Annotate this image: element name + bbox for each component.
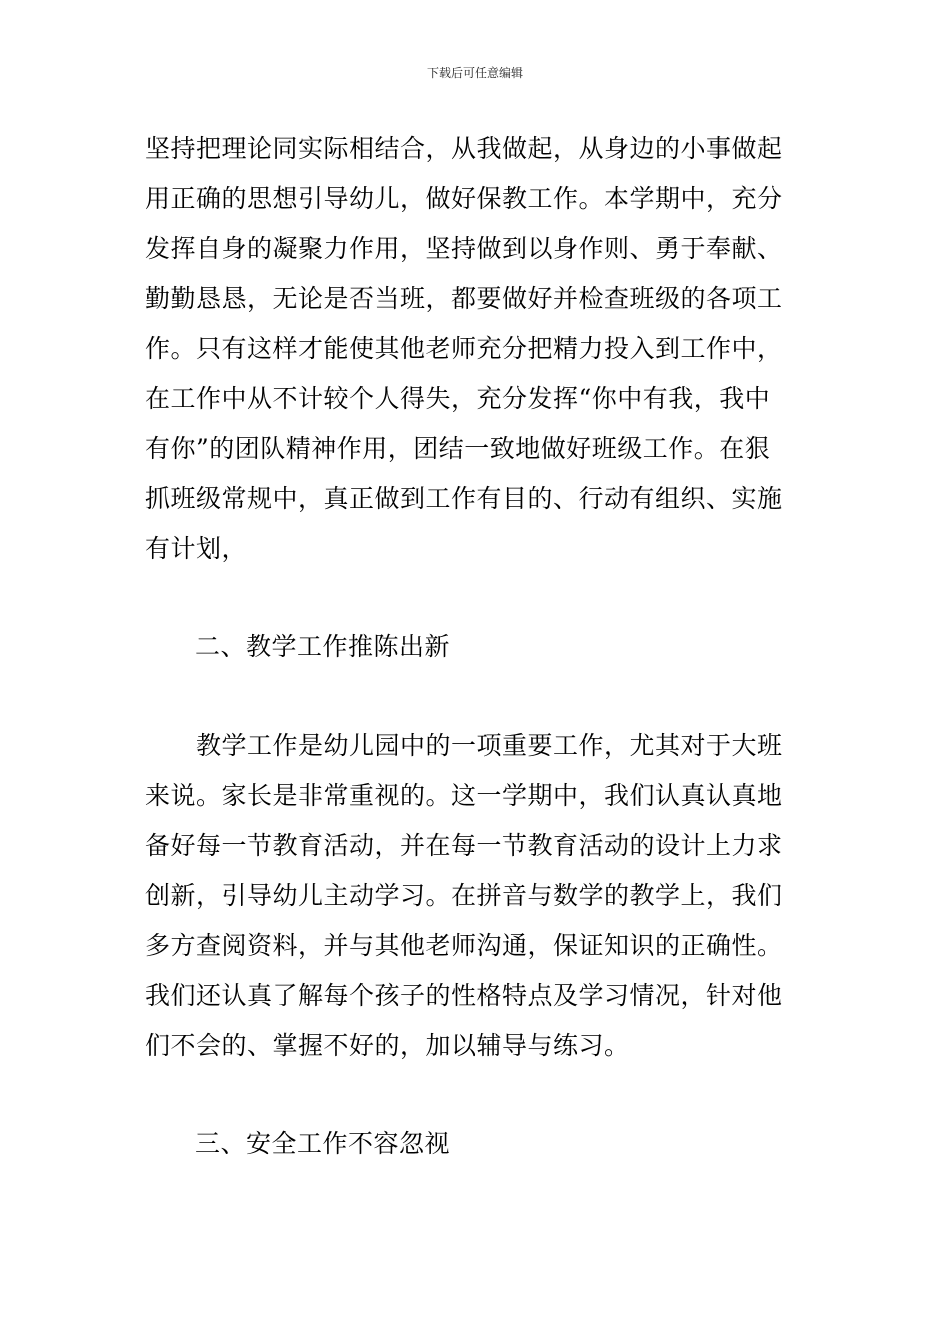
- text-line: 来说。家长是非常重视的。这一学期中，我们认真认真地: [145, 781, 783, 810]
- text-line: 我们还认真了解每个孩子的性格特点及学习情况，针对他: [145, 981, 783, 1010]
- text-line: 教学工作是幼儿园中的一项重要工作，尤其对于大班: [145, 731, 783, 760]
- page-header: 下载后可任意编辑: [426, 66, 523, 80]
- text-line: 有你”的团队精神作用，团结一致地做好班级工作。在狠: [145, 434, 771, 463]
- text-line: 备好每一节教育活动，并在每一节教育活动的设计上力求: [145, 831, 783, 860]
- text-line: 勤勤恳恳，无论是否当班，都要做好并检查班级的各项工: [145, 284, 783, 313]
- text-line: 创新，引导幼儿主动学习。在拼音与数学的教学上，我们: [145, 881, 783, 910]
- text-line: 用正确的思想引导幼儿，做好保教工作。本学期中，充分: [145, 184, 783, 213]
- section-heading-2: 二、教学工作推陈出新: [195, 632, 451, 661]
- text-line: 多方查阅资料，并与其他老师沟通，保证知识的正确性。: [145, 931, 783, 960]
- text-line: 在工作中从不计较个人得失，充分发挥“你中有我，我中: [145, 384, 771, 413]
- text-line: 坚持把理论同实际相结合，从我做起，从身边的小事做起: [145, 134, 783, 163]
- text-line: 有计划，: [145, 534, 248, 563]
- text-line: 们不会的、掌握不好的，加以辅导与练习。: [145, 1031, 630, 1060]
- text-line: 作。只有这样才能使其他老师充分把精力投入到工作中，: [145, 334, 783, 363]
- text-line: 发挥自身的凝聚力作用，坚持做到以身作则、勇于奉献、: [145, 234, 783, 263]
- section-heading-3: 三、安全工作不容忽视: [195, 1129, 451, 1158]
- text-line: 抓班级常规中，真正做到工作有目的、行动有组织、实施: [145, 484, 783, 513]
